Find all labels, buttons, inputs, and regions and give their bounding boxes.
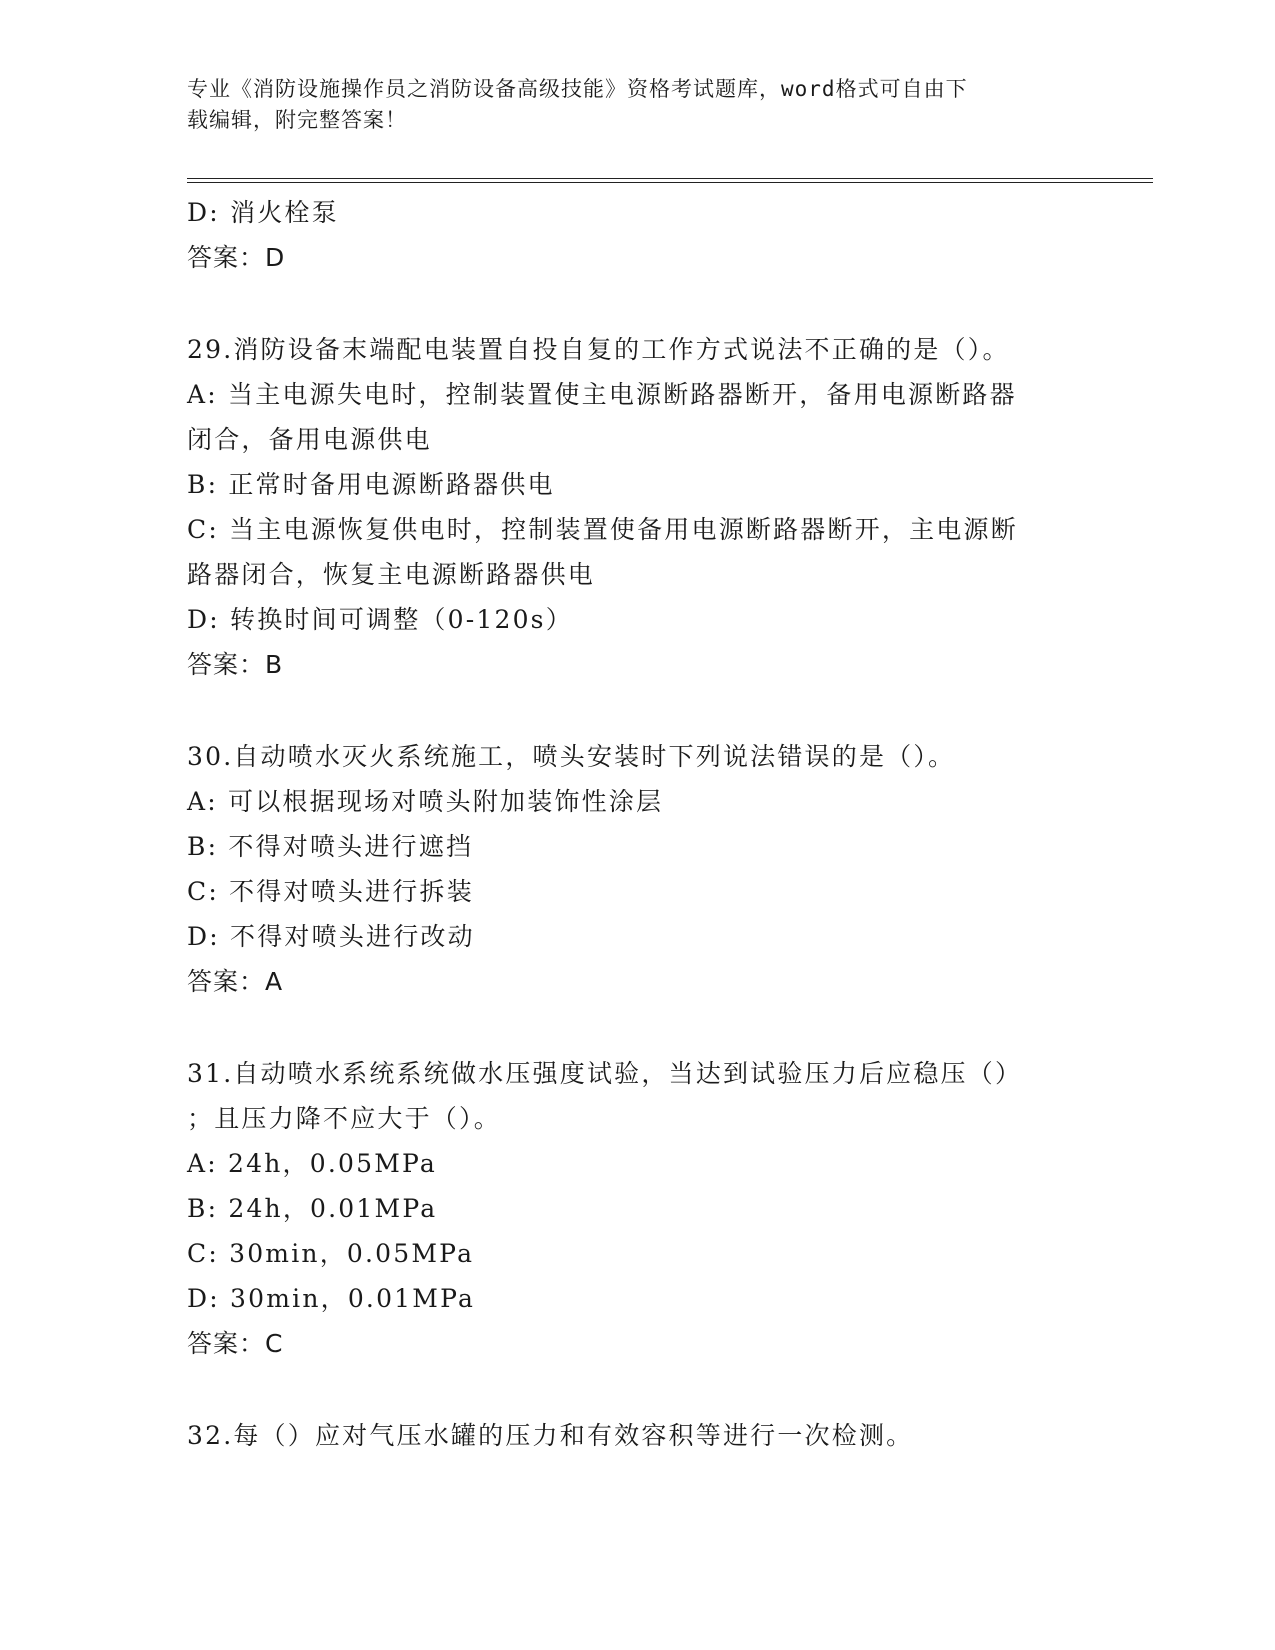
option-a-line-1: A: 当主电源失电时，控制装置使主电源断路器断开，备用电源断路器 (187, 380, 1017, 409)
header-line-2: 载编辑，附完整答案！ (187, 108, 407, 132)
option-b: B: 正常时备用电源断路器供电 (187, 470, 555, 499)
header-line-1: 专业《消防设施操作员之消防设备高级技能》资格考试题库，word格式可自由下 (187, 77, 968, 101)
question-29 (187, 327, 1067, 687)
question-32 (187, 1413, 1067, 1458)
header-divider-top (187, 178, 1153, 179)
question-28-tail (187, 190, 1067, 280)
question-stem: 30.自动喷水灭火系统施工，喷头安装时下列说法错误的是（）。 (187, 742, 956, 771)
question-stem-line-1: 31.自动喷水系统系统做水压强度试验，当达到试验压力后应稳压（） (187, 1059, 1023, 1088)
option-d: D: 转换时间可调整（0-120s） (187, 605, 573, 634)
option-a: A: 可以根据现场对喷头附加装饰性涂层 (187, 787, 664, 816)
option-d: D: 30min，0.01MPa (187, 1284, 476, 1313)
question-stem: 32.每（）应对气压水罐的压力和有效容积等进行一次检测。 (187, 1421, 914, 1450)
question-31 (187, 1051, 1067, 1366)
option-d: D: 不得对喷头进行改动 (187, 922, 475, 951)
option-c-line-1: C: 当主电源恢复供电时，控制装置使备用电源断路器断开，主电源断 (187, 515, 1018, 544)
question-content (187, 190, 1067, 1458)
header-divider-bottom (187, 182, 1153, 183)
answer: 答案：D (187, 243, 286, 272)
option-b: B: 24h，0.01MPa (187, 1194, 438, 1223)
option-a-line-2: 闭合，备用电源供电 (187, 425, 432, 454)
question-30 (187, 734, 1067, 1004)
spacer (187, 280, 1067, 327)
spacer (187, 687, 1067, 734)
spacer (187, 1004, 1067, 1051)
answer: 答案：C (187, 1329, 284, 1358)
option-c: C: 不得对喷头进行拆装 (187, 877, 474, 906)
option-c-line-2: 路器闭合，恢复主电源断路器供电 (187, 560, 596, 589)
answer: 答案：A (187, 967, 284, 996)
spacer (187, 1366, 1067, 1413)
answer: 答案：B (187, 650, 284, 679)
option-d: D: 消火栓泵 (187, 198, 339, 227)
page-header (187, 74, 1067, 136)
option-b: B: 不得对喷头进行遮挡 (187, 832, 474, 861)
question-stem: 29.消防设备末端配电装置自投自复的工作方式说法不正确的是（）。 (187, 335, 1010, 364)
option-a: A: 24h，0.05MPa (187, 1149, 438, 1178)
option-c: C: 30min，0.05MPa (187, 1239, 475, 1268)
question-stem-line-2: ；且压力降不应大于（）。 (187, 1104, 501, 1133)
